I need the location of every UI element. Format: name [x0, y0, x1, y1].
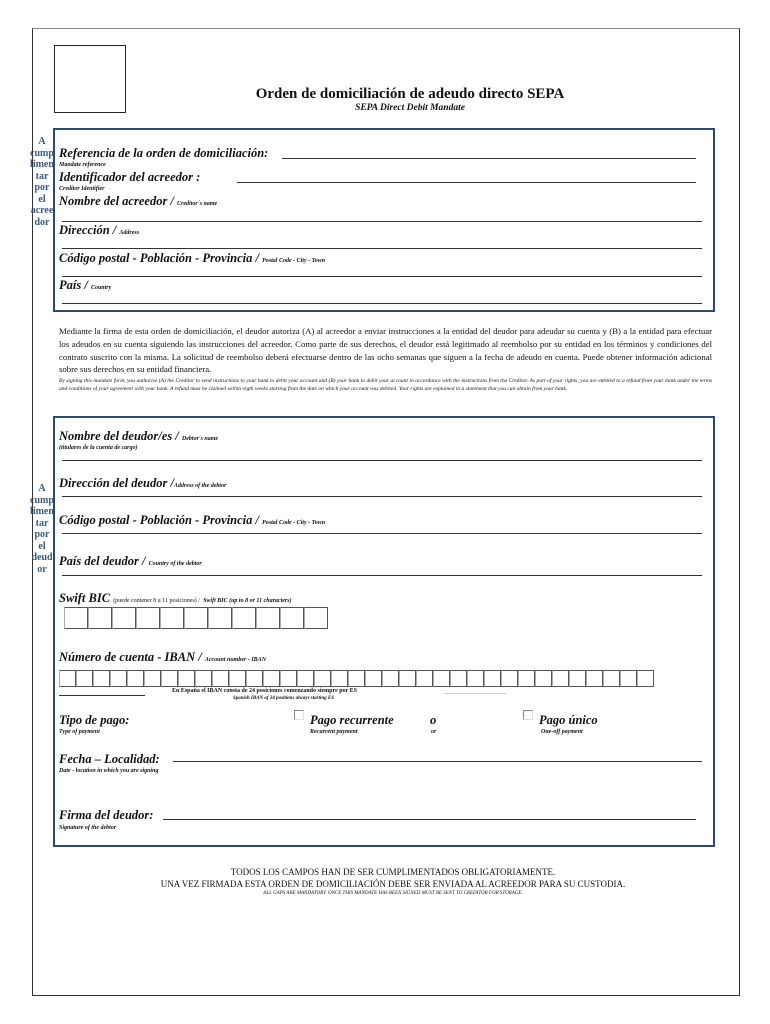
input-cell[interactable] [331, 670, 348, 687]
creditor-name-label: Nombre del acreedor / Creditor´s name [59, 194, 218, 208]
input-cell[interactable] [365, 670, 382, 687]
input-cell[interactable] [552, 670, 569, 687]
recurrent-sub: Recurrent payment [310, 729, 358, 735]
creditor-name-field[interactable] [62, 221, 702, 222]
input-cell[interactable] [518, 670, 535, 687]
input-cell[interactable] [603, 670, 620, 687]
input-cell[interactable] [535, 670, 552, 687]
or-label: o [430, 713, 437, 727]
input-cell[interactable] [399, 670, 416, 687]
input-cell[interactable] [212, 670, 229, 687]
creditor-address-label: Dirección / Address [59, 223, 140, 237]
signature-field[interactable] [163, 819, 696, 820]
date-place-label: Fecha – Localidad: [59, 752, 160, 766]
input-cell[interactable] [501, 670, 518, 687]
input-cell[interactable] [450, 670, 467, 687]
input-cell[interactable] [127, 670, 144, 687]
iban-underline-right [444, 693, 506, 694]
input-cell[interactable] [297, 670, 314, 687]
input-cell[interactable] [88, 607, 112, 629]
payment-type-sub: Type of payment [59, 729, 100, 735]
input-cell[interactable] [467, 670, 484, 687]
debtor-name-label: Nombre del deudor/es / Debtor's name [59, 429, 219, 443]
single-checkbox[interactable] [523, 710, 533, 720]
or-sub: or [431, 729, 437, 735]
input-cell[interactable] [256, 607, 280, 629]
input-cell[interactable] [586, 670, 603, 687]
mandate-ref-sub: Mandate reference [59, 162, 106, 168]
debtor-country-label: País del deudor / Country of the debtor [59, 554, 202, 568]
single-sub: One-off payment [541, 729, 583, 735]
debtor-address-field[interactable] [62, 496, 702, 497]
input-cell[interactable] [246, 670, 263, 687]
input-cell[interactable] [637, 670, 654, 687]
date-place-sub: Date - location in which you are signing [59, 768, 159, 774]
input-cell[interactable] [314, 670, 331, 687]
input-cell[interactable] [208, 607, 232, 629]
debtor-address-label: Dirección del deudor /Address of the debtor [59, 476, 227, 490]
creditor-side-label: A cump limen tar por el acree dor [30, 136, 54, 228]
legal-text-en: By signing this mandate form, you authorise (A) the Creditor to send instructions to your bank to debit your account and (B) your bank to debit your account in accordance with the instructions from the Creditor. As part of your rights, you are entitled to a refund from your bank under the terms and conditions of your agreement with your bank. A refund must be claimed within eigth weeks starting from the date on which your account was debited. Your rights are explained in a statement that you can obtain from your bank. [59, 378, 712, 392]
input-cell[interactable] [232, 607, 256, 629]
payment-type-label: Tipo de pago: [59, 713, 130, 727]
swift-label: Swift BIC (puede contener 8 u 11 posiciones) / Swift BIC (up to 8 or 11 characters) [59, 591, 292, 605]
signature-sub: Signature of the debtor [59, 825, 117, 831]
creditor-country-label: País / Country [59, 278, 112, 292]
input-cell[interactable] [263, 670, 280, 687]
input-cell[interactable] [93, 670, 110, 687]
recurrent-label: Pago recurrente [310, 713, 394, 727]
input-cell[interactable] [280, 670, 297, 687]
input-cell[interactable] [195, 670, 212, 687]
signature-label: Firma del deudor: [59, 808, 154, 822]
creditor-postal-label: Código postal - Población - Provincia / Postal Code - City - Town [59, 251, 326, 265]
mandate-ref-label: Referencia de la orden de domiciliación: [59, 146, 269, 160]
input-cell[interactable] [280, 607, 304, 629]
debtor-country-field[interactable] [62, 575, 702, 576]
creditor-country-field[interactable] [62, 303, 702, 304]
creditor-id-field[interactable] [237, 182, 696, 183]
debtor-side-label: A cump limen tar por el deud or [30, 483, 54, 575]
input-cell[interactable] [59, 670, 76, 687]
input-cell[interactable] [110, 670, 127, 687]
input-cell[interactable] [569, 670, 586, 687]
debtor-postal-label: Código postal - Población - Provincia / Postal Code - City - Town [59, 513, 326, 527]
footer-line1: TODOS LOS CAMPOS HAN DE SER CUMPLIMENTADOS OBLIGATORIAMENTE. [230, 867, 556, 877]
iban-underline [59, 695, 145, 696]
creditor-id-sub: Creditor Identifier [59, 186, 105, 192]
input-cell[interactable] [136, 607, 160, 629]
input-cell[interactable] [112, 607, 136, 629]
swift-input[interactable] [64, 607, 328, 629]
debtor-name-field[interactable] [62, 460, 702, 461]
iban-note: En España el IBAN consta de 24 posiciones comenzando siempre por ES [172, 688, 357, 694]
input-cell[interactable] [144, 670, 161, 687]
iban-note-en: Spanish IBAN of 24 positions always starting ES [233, 696, 335, 701]
single-label: Pago único [539, 713, 598, 727]
input-cell[interactable] [161, 670, 178, 687]
debtor-name-sub: (titulares de la cuenta de cargo) [59, 445, 138, 451]
input-cell[interactable] [348, 670, 365, 687]
input-cell[interactable] [382, 670, 399, 687]
input-cell[interactable] [433, 670, 450, 687]
logo-placeholder [54, 45, 126, 113]
input-cell[interactable] [160, 607, 184, 629]
creditor-address-field[interactable] [62, 248, 702, 249]
input-cell[interactable] [304, 607, 328, 629]
creditor-id-label: Identificador del acreedor : [59, 170, 201, 184]
input-cell[interactable] [184, 607, 208, 629]
debtor-postal-field[interactable] [62, 533, 702, 534]
input-cell[interactable] [76, 670, 93, 687]
document-subtitle: SEPA Direct Debit Mandate [355, 103, 465, 113]
footer-line3: ALL GAPS ARE MANDATORY. ONCE THIS MANDATE HAS BEEN SIGNED MUST BE SENT TO CREDITOR FOR STORAGE. [263, 891, 523, 896]
input-cell[interactable] [620, 670, 637, 687]
mandate-ref-field[interactable] [282, 158, 696, 159]
iban-label: Número de cuenta - IBAN / Account number - IBAN [59, 650, 267, 664]
recurrent-checkbox[interactable] [294, 710, 304, 720]
input-cell[interactable] [484, 670, 501, 687]
legal-text-es: Mediante la firma de esta orden de domiciliación, el deudor autoriza (A) al acreedor a enviar instrucciones a la entidad del deudor para adeudar su cuenta y (B) a la entidad para efectuar los adeudos en su cuenta siguiendo las instrucciones del acreedor. Como parte de sus derechos, el deudor está legitimado al reembolso por su entidad en los términos y condiciones del contrato suscrito con la misma. La solicitud de reembolso deberá efectuarse dentro de las ocho semanas que siguen a la fecha de adeudo en cuenta. Puede obtener información adicional sobre sus derechos en su entidad financiera. [59, 326, 712, 375]
input-cell[interactable] [229, 670, 246, 687]
input-cell[interactable] [64, 607, 88, 629]
document-title: Orden de domiciliación de adeudo directo SEPA [255, 86, 565, 102]
date-place-field[interactable] [173, 761, 702, 762]
input-cell[interactable] [178, 670, 195, 687]
iban-input[interactable] [59, 670, 654, 687]
input-cell[interactable] [416, 670, 433, 687]
footer-line2: UNA VEZ FIRMADA ESTA ORDEN DE DOMICILIACIÓN DEBE SER ENVIADA AL ACREEDOR PARA SU CUSTODIA. [160, 879, 626, 889]
creditor-postal-field[interactable] [62, 276, 702, 277]
